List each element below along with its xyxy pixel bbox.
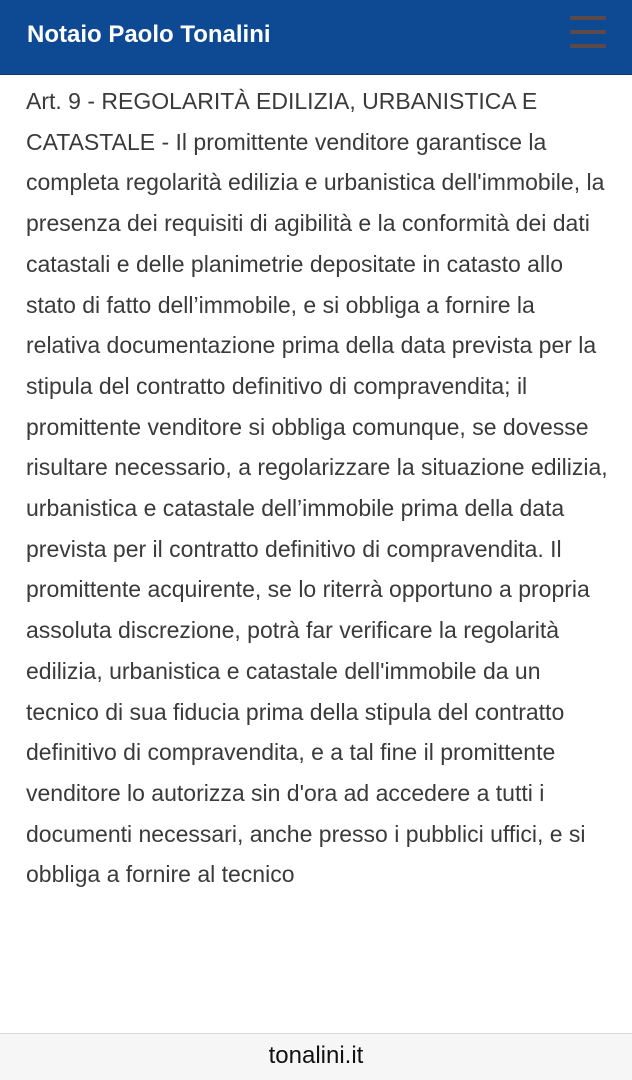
menu-bar-bottom: [570, 44, 606, 48]
url-domain: tonalini.it: [268, 1042, 364, 1069]
article-body-text: Art. 9 - REGOLARITÀ EDILIZIA, URBANISTICA E CATASTALE - Il promittente venditore garantisce la completa regolarità edilizia e urbanistica dell'immobile, la presenza dei requisiti di agibilità e la conformità dei dati catastali e delle planimetrie depositate in catasto allo stato di fatto dell’immobile, e si obbliga a fornire la relativa documentazione prima della data prevista per la stipula del contratto definitivo di compravendita; il promittente venditore si obbliga comunque, se dovesse risultare necessario, a regolarizzare la situazione edilizia, urbanistica e catastale dell’immobile prima della data prevista per il contratto definitivo di compravendita. Il promittente acquirente, se lo riterrà opportuno a propria assoluta discrezione, potrà far verificare la regolarità edilizia, urbanistica e catastale dell'immobile da un tecnico di sua fiducia prima della stipula del contratto definitivo di compravendita, e a tal fine il promittente venditore lo autorizza sin d'ora ad accedere a tutti i documenti necessari, anche presso i pubblici uffici, e si obbliga a fornire al tecnico: [26, 88, 608, 888]
hamburger-menu-icon[interactable]: [570, 16, 606, 50]
menu-bar-top: [570, 16, 606, 20]
browser-address-bar[interactable]: [0, 1033, 632, 1080]
article-content[interactable]: [0, 75, 632, 1033]
menu-bar-middle: [570, 30, 606, 34]
site-title[interactable]: Notaio Paolo Tonalini: [27, 21, 271, 48]
site-header: [0, 0, 632, 75]
